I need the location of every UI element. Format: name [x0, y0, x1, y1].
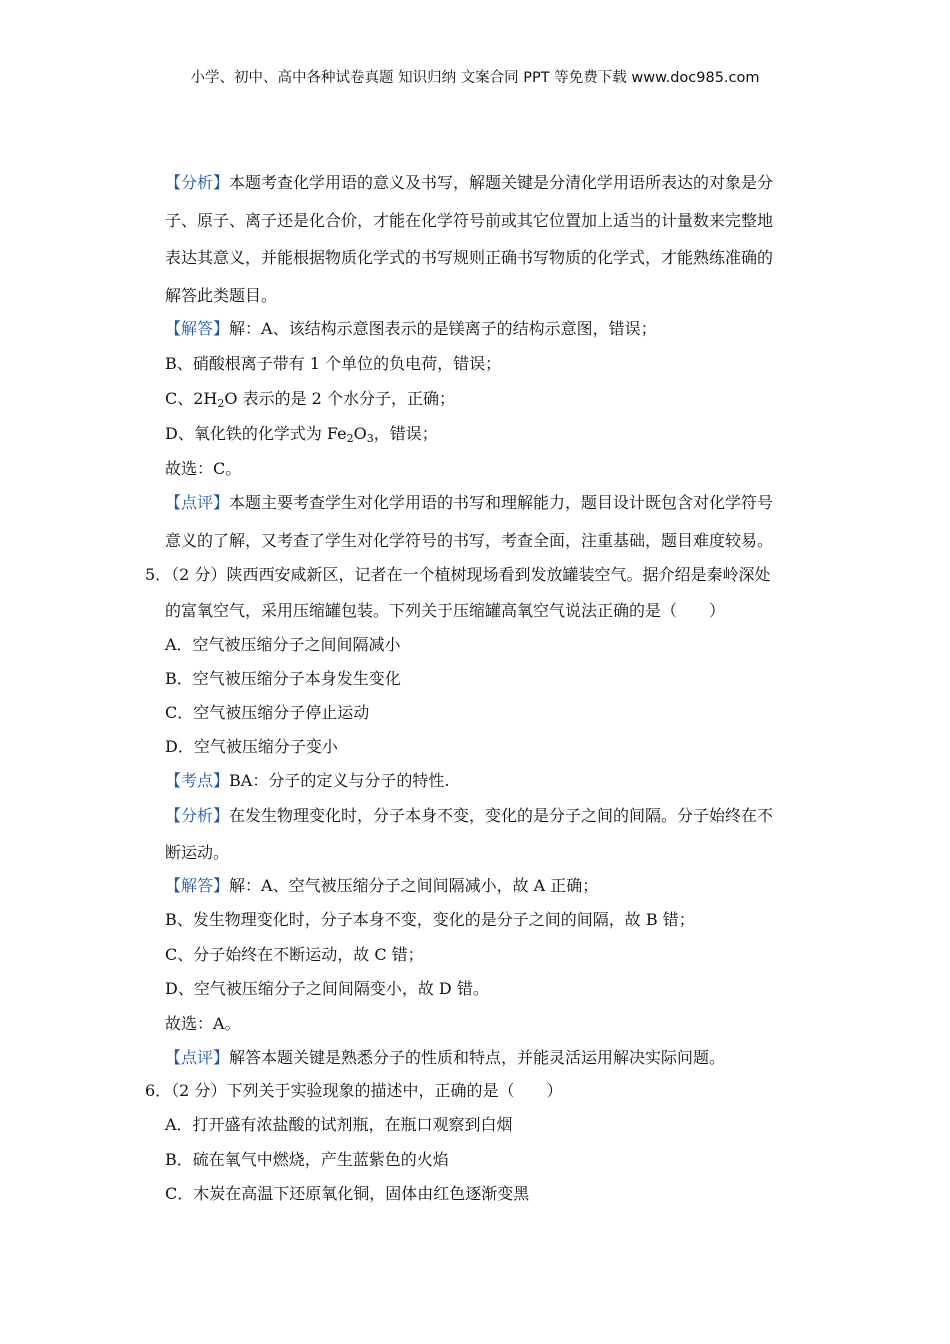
q5-stem-line-1: 5．（2 分）陕西西安咸新区，记者在一个植树现场看到发放罐装空气。据介绍是秦岭深处	[145, 565, 771, 584]
q5-point: 【考点】BA：分子的定义与分子的特性.	[165, 771, 450, 790]
q5-answer-line-3: C、分子始终在不断运动，故 C 错；	[165, 945, 424, 964]
comment-tag: 【点评】	[165, 493, 230, 512]
q5-comment: 【点评】解答本题关键是熟悉分子的性质和特点，并能灵活运用解决实际问题。	[165, 1048, 726, 1067]
q4-choice: 故选：C。	[165, 459, 242, 478]
q4-comment-line-2: 意义的了解，又考查了学生对化学符号的书写，考查全面，注重基础，题目难度较易。	[165, 531, 774, 550]
comment-tag: 【点评】	[165, 1048, 230, 1067]
point-tag: 【考点】	[165, 771, 230, 790]
q4-analysis-line-1: 【分析】本题考查化学用语的意义及书写，解题关键是分清化学用语所表达的对象是分	[165, 173, 774, 192]
q5-analysis-line-1: 【分析】在发生物理变化时，分子本身不变，变化的是分子之间的间隔。分子始终在不	[165, 806, 774, 825]
analysis-tag: 【分析】	[165, 806, 230, 825]
q4-analysis-line-3: 表达其意义，并能根据物质化学式的书写规则正确书写物质的化学式，才能熟练准确的	[165, 248, 774, 267]
q5-option-b: B．空气被压缩分子本身发生变化	[165, 669, 401, 688]
q5-answer-line-2: B、发生物理变化时，分子本身不变，变化的是分子之间的间隔，故 B 错；	[165, 910, 695, 929]
q5-answer-line-1: 【解答】解：A、空气被压缩分子之间间隔减小，故 A 正确；	[165, 876, 599, 895]
q5-option-a: A．空气被压缩分子之间间隔减小	[165, 635, 401, 654]
page-header: 小学、初中、高中各种试卷真题 知识归纳 文案合同 PPT 等免费下载 www.doc985.com	[190, 70, 760, 86]
q5-analysis-line-2: 断运动。	[165, 843, 230, 862]
q4-answer-line-4: D、氧化铁的化学式为 $Fe_2O_3$，错误；	[165, 424, 438, 445]
q4-analysis-line-4: 解答此类题目。	[165, 286, 278, 305]
q6-option-b: B．硫在氧气中燃烧，产生蓝紫色的火焰	[165, 1150, 449, 1169]
q4-answer-line-1: 【解答】解：A、该结构示意图表示的是镁离子的结构示意图，错误；	[165, 319, 657, 338]
q5-stem-line-2: 的富氧空气，采用压缩罐包装。下列关于压缩罐高氧空气说法正确的是（ ）	[165, 601, 726, 620]
q5-option-d: D．空气被压缩分子变小	[165, 737, 338, 756]
q5-answer-line-4: D、空气被压缩分子之间间隔变小，故 D 错。	[165, 979, 489, 998]
q4-analysis-line-2: 子、原子、离子还是化合价，才能在化学符号前或其它位置加上适当的计量数来完整地	[165, 211, 774, 230]
answer-tag: 【解答】	[165, 319, 230, 338]
q6-option-c: C．木炭在高温下还原氧化铜，固体由红色逐渐变黑	[165, 1184, 530, 1203]
answer-tag: 【解答】	[165, 876, 230, 895]
q6-option-a: A．打开盛有浓盐酸的试剂瓶，在瓶口观察到白烟	[165, 1115, 513, 1134]
q4-answer-line-3: C、$2H_2O$ 表示的是 2 个水分子，正确；	[165, 389, 455, 410]
analysis-tag: 【分析】	[165, 173, 230, 192]
q6-stem: 6．（2 分）下列关于实验现象的描述中，正确的是（ ）	[145, 1081, 563, 1100]
q4-answer-line-2: B、硝酸根离子带有 1 个单位的负电荷，错误；	[165, 354, 502, 373]
q5-choice: 故选：A。	[165, 1014, 241, 1033]
q4-comment-line-1: 【点评】本题主要考查学生对化学用语的书写和理解能力，题目设计既包含对化学符号	[165, 493, 774, 512]
q5-option-c: C．空气被压缩分子停止运动	[165, 703, 370, 722]
